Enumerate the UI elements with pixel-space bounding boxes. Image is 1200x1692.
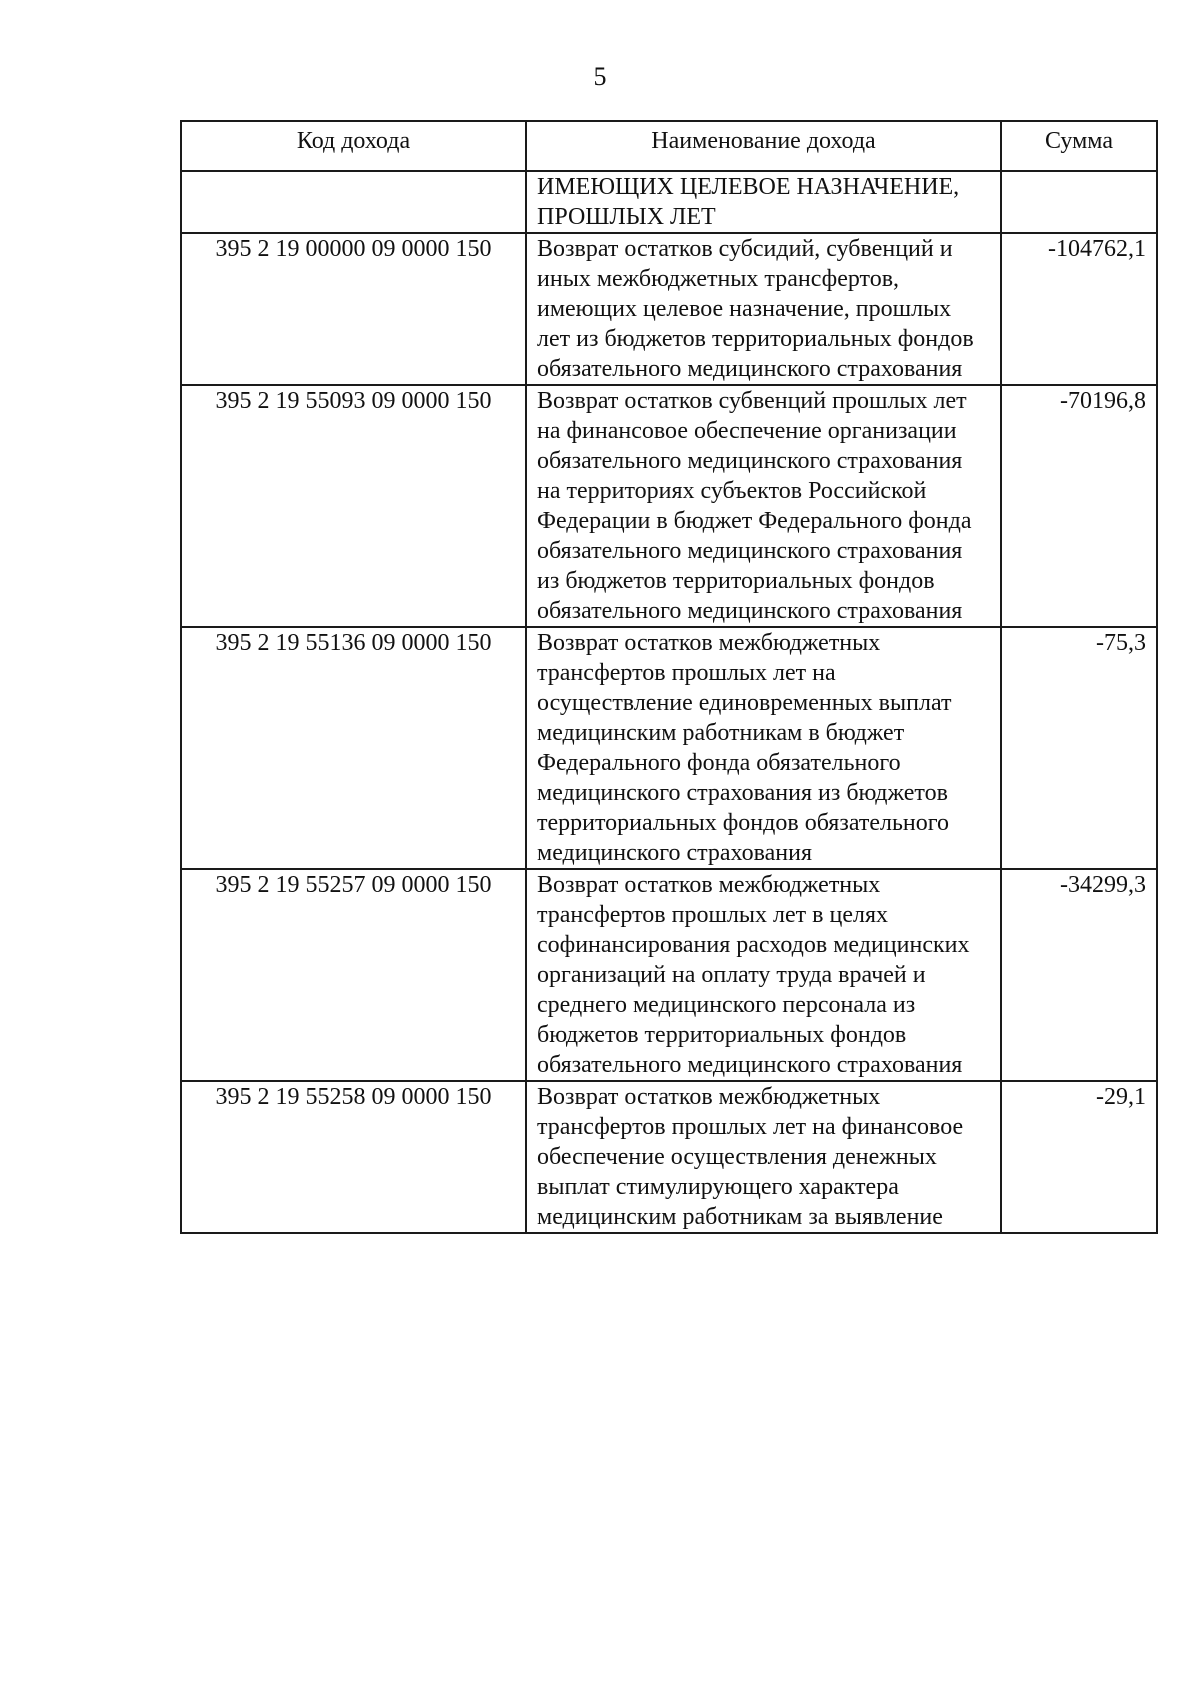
income-code-cell: 395 2 19 55093 09 0000 150 — [181, 385, 526, 627]
income-name-cell: Возврат остатков межбюджетных трансфертов прошлых лет на осуществление единовременных выплат медицинским работникам в бюджет Федерального фонда обязательного медицинского страхования из бюджетов территориальных фондов обязательного медицинского страхования — [526, 627, 1001, 869]
sum-cell: -34299,3 — [1001, 869, 1157, 1081]
sum-cell: -29,1 — [1001, 1081, 1157, 1233]
header-income-code: Код дохода — [181, 121, 526, 171]
sum-cell: -75,3 — [1001, 627, 1157, 869]
page-number: 5 — [593, 62, 607, 91]
table-row — [181, 233, 1157, 385]
sum-cell: -104762,1 — [1001, 233, 1157, 385]
income-name-cell: ИМЕЮЩИХ ЦЕЛЕВОЕ НАЗНАЧЕНИЕ, ПРОШЛЫХ ЛЕТ — [526, 171, 1001, 233]
header-row — [181, 121, 1157, 171]
income-code-cell: 395 2 19 00000 09 0000 150 — [181, 233, 526, 385]
table-row — [181, 385, 1157, 627]
income-name-cell: Возврат остатков субвенций прошлых лет на финансовое обеспечение организации обязательного медицинского страхования на территориях субъектов Российской Федерации в бюджет Федерального фонда обязательного медицинского страхования из бюджетов территориальных фондов обязательного медицинского страхования — [526, 385, 1001, 627]
header-income-name: Наименование дохода — [526, 121, 1001, 171]
income-code-cell: 395 2 19 55136 09 0000 150 — [181, 627, 526, 869]
table-header — [181, 121, 1157, 171]
income-name-cell: Возврат остатков межбюджетных трансфертов прошлых лет на финансовое обеспечение осуществления денежных выплат стимулирующего характера медицинским работникам за выявление — [526, 1081, 1001, 1233]
income-table — [180, 120, 1158, 1234]
income-code-cell: 395 2 19 55258 09 0000 150 — [181, 1081, 526, 1233]
table-row — [181, 171, 1157, 233]
header-sum: Сумма — [1001, 121, 1157, 171]
table-body — [181, 171, 1157, 1233]
table-row — [181, 1081, 1157, 1233]
table-row — [181, 627, 1157, 869]
table-row — [181, 869, 1157, 1081]
sum-cell — [1001, 171, 1157, 233]
sum-cell: -70196,8 — [1001, 385, 1157, 627]
income-code-cell: 395 2 19 55257 09 0000 150 — [181, 869, 526, 1081]
income-code-cell — [181, 171, 526, 233]
income-name-cell: Возврат остатков межбюджетных трансфертов прошлых лет в целях софинансирования расходов медицинских организаций на оплату труда врачей и среднего медицинского персонала из бюджетов территориальных фондов обязательного медицинского страхования — [526, 869, 1001, 1081]
income-name-cell: Возврат остатков субсидий, субвенций и иных межбюджетных трансфертов, имеющих целевое назначение, прошлых лет из бюджетов территориальных фондов обязательного медицинского страхования — [526, 233, 1001, 385]
